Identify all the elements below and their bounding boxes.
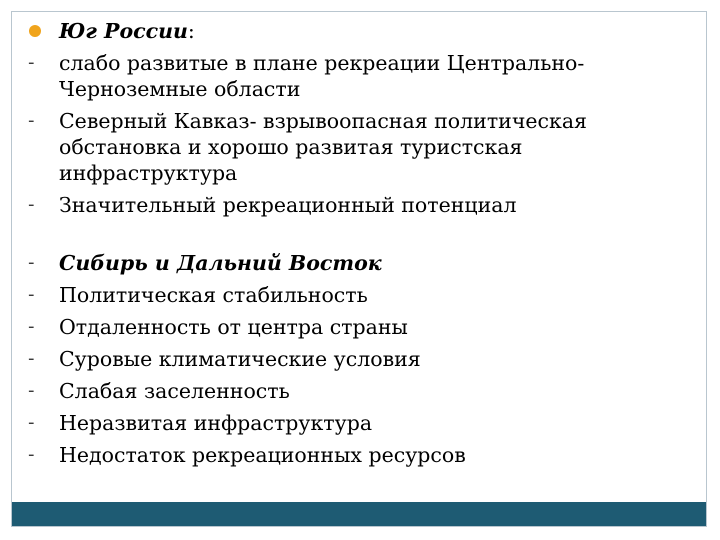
dash-bullet-icon: - xyxy=(28,380,35,401)
list-item-text: Значительный рекреационный потенциал xyxy=(59,193,517,217)
list-item xyxy=(28,442,688,468)
list-item-text: Политическая стабильность xyxy=(59,283,368,307)
section-heading-south-russia: Юг России xyxy=(59,19,188,43)
footer-bar xyxy=(12,502,706,526)
list-item xyxy=(28,282,688,308)
heading-colon: : xyxy=(187,19,195,43)
list-item xyxy=(28,192,688,218)
orange-bullet-icon xyxy=(29,25,41,37)
dash-bullet-icon: - xyxy=(28,444,35,465)
list-item xyxy=(28,346,688,372)
dash-bullet-icon: - xyxy=(28,284,35,305)
list-item-text: Неразвитая инфраструктура xyxy=(59,411,373,435)
list-item xyxy=(28,50,688,102)
list-item xyxy=(28,378,688,404)
list-item xyxy=(28,410,688,436)
list-item-south-russia-heading xyxy=(28,18,688,44)
dash-bullet-icon: - xyxy=(28,412,35,433)
dash-bullet-icon: - xyxy=(28,252,35,273)
list-item-siberia-heading xyxy=(28,250,688,276)
dash-bullet-icon: - xyxy=(28,348,35,369)
list-item xyxy=(28,108,688,186)
list-item-text: Северный Кавказ- взрывоопасная политическая обстановка и хорошо развитая туристская инфраструктура xyxy=(59,109,587,185)
list-item xyxy=(28,314,688,340)
dash-bullet-icon: - xyxy=(28,194,35,215)
dash-bullet-icon: - xyxy=(28,52,35,73)
dash-bullet-icon: - xyxy=(28,110,35,131)
list-item-text: Недостаток рекреационных ресурсов xyxy=(59,443,466,467)
list-item-text: слабо развитые в плане рекреации Центрально-Черноземные области xyxy=(59,51,585,101)
bullet-list xyxy=(28,18,688,468)
list-item-text: Слабая заселенность xyxy=(59,379,290,403)
list-item-text: Суровые климатические условия xyxy=(59,347,421,371)
section-heading-siberia-far-east: Сибирь и Дальний Восток xyxy=(59,251,382,275)
dash-bullet-icon: - xyxy=(28,316,35,337)
list-item-text: Отдаленность от центра страны xyxy=(59,315,408,339)
